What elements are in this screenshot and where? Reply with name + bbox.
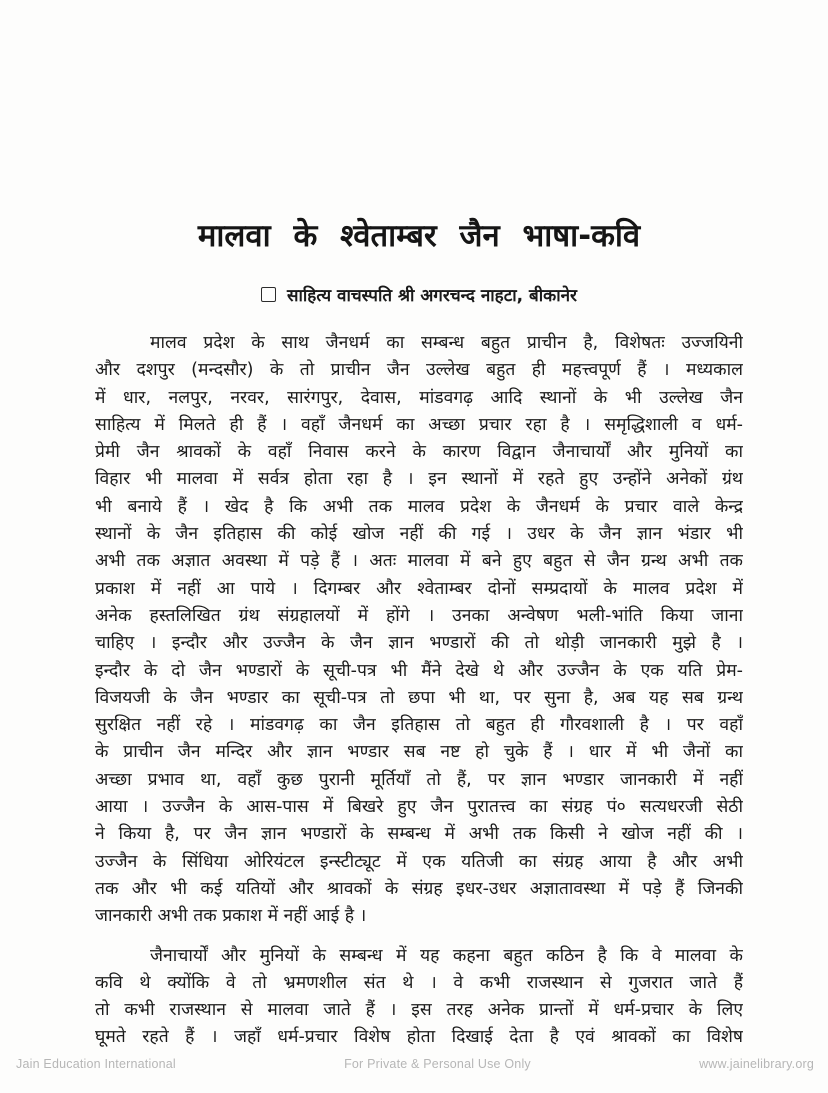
text-line: ने किया है, पर जैन ज्ञान भण्डारों के सम्बन्ध में अभी तक किसी ने खोज नहीं की । (95, 824, 743, 845)
text-line: विजयजी के जैन भण्डार का सूची-पत्र तो छपा भी था, पर सुना है, अब यह सब ग्रन्थ (95, 687, 743, 708)
text-line: साहित्य में मिलते ही हैं । वहाँ जैनधर्म का अच्छा प्रचार रहा है । समृद्धिशाली व धर्म- (95, 414, 743, 435)
square-bullet-icon (261, 287, 276, 302)
text-line: मालव प्रदेश के साथ जैनधर्म का सम्बन्ध बहुत प्राचीन है, विशेषतः उज्जयिनी (150, 333, 743, 353)
text-line: अच्छा प्रभाव था, वहाँ कुछ पुरानी मूर्तियाँ तो हैं, पर ज्ञान भण्डार जानकारी में नहीं (95, 769, 743, 790)
text-line: भी बनाये हैं । खेद है कि अभी तक मालव प्रदेश के जैनधर्म के प्रचार वाले केन्द्र (95, 496, 743, 517)
text-line: प्रकाश में नहीं आ पाये । दिगम्बर और श्वेताम्बर दोनों सम्प्रदायों के मालव प्रदेश में (95, 578, 743, 599)
text-line: जानकारी अभी तक प्रकाश में नहीं आई है । (95, 906, 367, 927)
text-line: उज्जैन के सिंधिया ओरियंटल इन्स्टीट्यूट में एक यतिजी का संग्रह आया है और अभी (95, 851, 743, 872)
text-line: और दशपुर (मन्दसौर) के तो प्राचीन जैन उल्लेख बहुत ही महत्त्वपूर्ण हैं । मध्यकाल (95, 360, 743, 381)
byline-text: साहित्य वाचस्पति श्री अगरचन्द नाहटा, बीकानेर (287, 286, 577, 306)
text-line: स्थानों के जैन इतिहास की कोई खोज नहीं की गई । उधर के जैन ज्ञान भंडार भी (95, 524, 743, 545)
paragraph-1 (95, 330, 743, 931)
text-line: आया । उज्जैन के आस-पास में बिखरे हुए जैन पुरातत्त्व का संग्रह पं० सत्यधरजी सेठी (95, 797, 743, 818)
text-line: प्रेमी जैन श्रावकों के वहाँ निवास करने के कारण विद्वान जैनाचार्यों और मुनियों का (95, 442, 743, 463)
text-line: विहार भी मालवा में सर्वत्र होता रहा है । इन स्थानों में रहते हुए उन्होंने अनेकों ग्रंथ (95, 469, 743, 490)
page-title: मालवा के श्वेताम्बर जैन भाषा-कवि (197, 218, 641, 254)
text-line: कवि थे क्योंकि वे तो भ्रमणशील संत थे । वे कभी राजस्थान से गुजरात जाते हैं (95, 972, 743, 993)
text-line: में धार, नलपुर, नरवर, सारंगपुर, देवास, मांडवगढ़ आदि स्थानों के भी उल्लेख जैन (95, 387, 743, 408)
page-footer (0, 1057, 828, 1071)
text-line: जैनाचार्यों और मुनियों के सम्बन्ध में यह कहना बहुत कठिन है कि वे मालवा के (150, 945, 743, 966)
footer-right-text: www.jainelibrary.org (699, 1057, 814, 1071)
text-line: अभी तक अज्ञात अवस्था में पड़े हैं । अतः मालवा में बने हुए बहुत से जैन ग्रन्थ अभी तक (95, 551, 743, 572)
byline (95, 283, 743, 309)
text-line: तक और भी कई यतियों और श्रावकों के संग्रह इधर-उधर अज्ञातावस्था में पड़े हैं जिनकी (95, 878, 743, 899)
footer-center-text: For Private & Personal Use Only (344, 1057, 531, 1071)
text-line: के प्राचीन जैन मन्दिर और ज्ञान भण्डार सब नष्ट हो चुके हैं । धार में भी जैनों का (95, 742, 743, 763)
text-line: इन्दौर के दो जैन भण्डारों के सूची-पत्र भी मैंने देखे थे और उज्जैन के एक यति प्रेम- (95, 660, 743, 681)
text-line: घूमते रहते हैं । जहाँ धर्म-प्रचार विशेष होता दिखाई देता है एवं श्रावकों का विशेष (95, 1027, 743, 1048)
text-line: चाहिए । इन्दौर और उज्जैन के जैन ज्ञान भण्डारों की तो थोड़ी जानकारी मुझे है । (95, 633, 743, 654)
footer-left-text: Jain Education International (16, 1057, 176, 1071)
article-body (95, 330, 743, 1052)
text-line: अनेक हस्तलिखित ग्रंथ संग्रहालयों में होंगे । उनका अन्वेषण भली-भांति किया जाना (95, 605, 743, 626)
paragraph-2 (95, 943, 743, 1052)
text-line: सुरक्षित नहीं रहे । मांडवगढ़ का जैन इतिहास तो बहुत ही गौरवशाली है । पर वहाँ (95, 715, 743, 736)
text-line: तो कभी राजस्थान से मालवा जाते हैं । इस तरह अनेक प्रान्तों में धर्म-प्रचार के लिए (95, 1000, 743, 1021)
